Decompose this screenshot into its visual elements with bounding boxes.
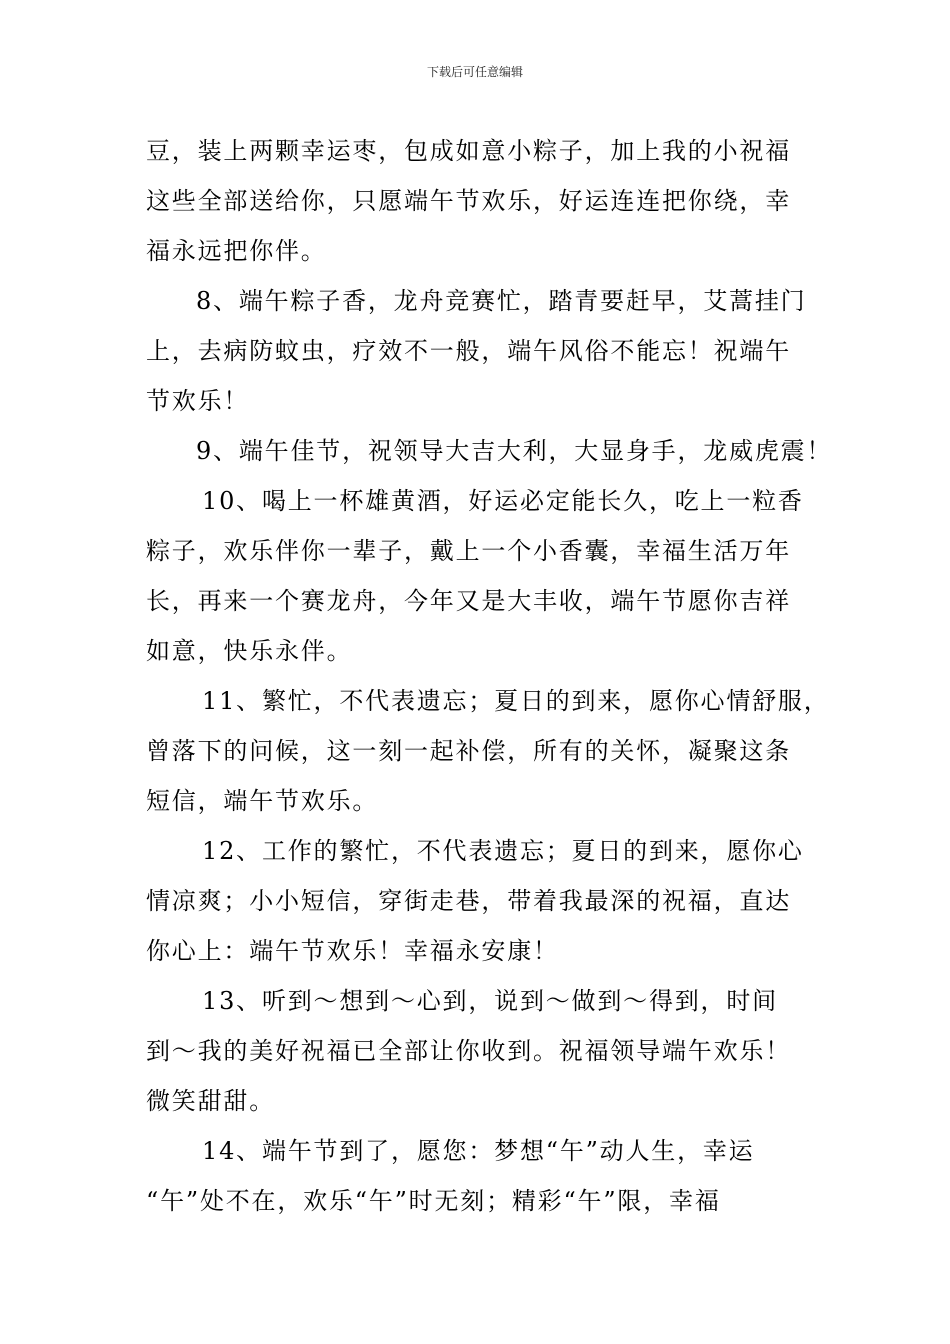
text-line: 12、工作的繁忙，不代表遗忘；夏日的到来，愿你心: [202, 837, 804, 865]
text-line: 9、端午佳节，祝领导大吉大利，大显身手，龙威虎震！: [196, 437, 833, 465]
page-header-note: 下载后可任意编辑: [426, 65, 523, 79]
text-line: 8、端午粽子香，龙舟竞赛忙，踏青要赶早，艾蒿挂门: [196, 287, 807, 315]
document-body: [146, 126, 836, 1226]
text-line: 13、听到～想到～心到，说到～做到～得到，时间: [202, 987, 778, 1015]
text-line: 这些全部送给你，只愿端午节欢乐，好运连连把你绕，幸: [146, 187, 791, 215]
text-line: 短信，端午节欢乐。: [146, 787, 379, 815]
text-line: 微笑甜甜。: [146, 1087, 275, 1115]
text-line: 10、喝上一杯雄黄酒，好运必定能长久，吃上一粒香: [202, 487, 804, 515]
text-line: 情凉爽；小小短信，穿街走巷，带着我最深的祝福，直达: [146, 887, 791, 915]
text-line: “午”处不在，欢乐“午”时无刻；精彩“午”限，幸福: [146, 1187, 721, 1215]
text-line: 粽子，欢乐伴你一辈子，戴上一个小香囊，幸福生活万年: [146, 537, 791, 565]
text-line: 长，再来一个赛龙舟，今年又是大丰收，端午节愿你吉祥: [146, 587, 791, 615]
text-line: 14、端午节到了，愿您：梦想“午”动人生，幸运: [202, 1137, 755, 1165]
text-line: 豆，装上两颗幸运枣，包成如意小粽子，加上我的小祝福: [146, 137, 791, 165]
text-line: 上，去病防蚊虫，疗效不一般，端午风俗不能忘！祝端午: [146, 337, 791, 365]
text-line: 11、繁忙，不代表遗忘；夏日的到来，愿你心情舒服，: [202, 687, 830, 715]
text-line: 曾落下的问候，这一刻一起补偿，所有的关怀，凝聚这条: [146, 737, 791, 765]
text-line: 节欢乐！: [146, 387, 250, 415]
text-line: 如意，快乐永伴。: [146, 637, 353, 665]
text-line: 你心上：端午节欢乐！幸福永安康！: [146, 937, 559, 965]
text-line: 福永远把你伴。: [146, 237, 327, 265]
text-line: 到～我的美好祝福已全部让你收到。祝福领导端午欢乐！: [146, 1037, 791, 1065]
